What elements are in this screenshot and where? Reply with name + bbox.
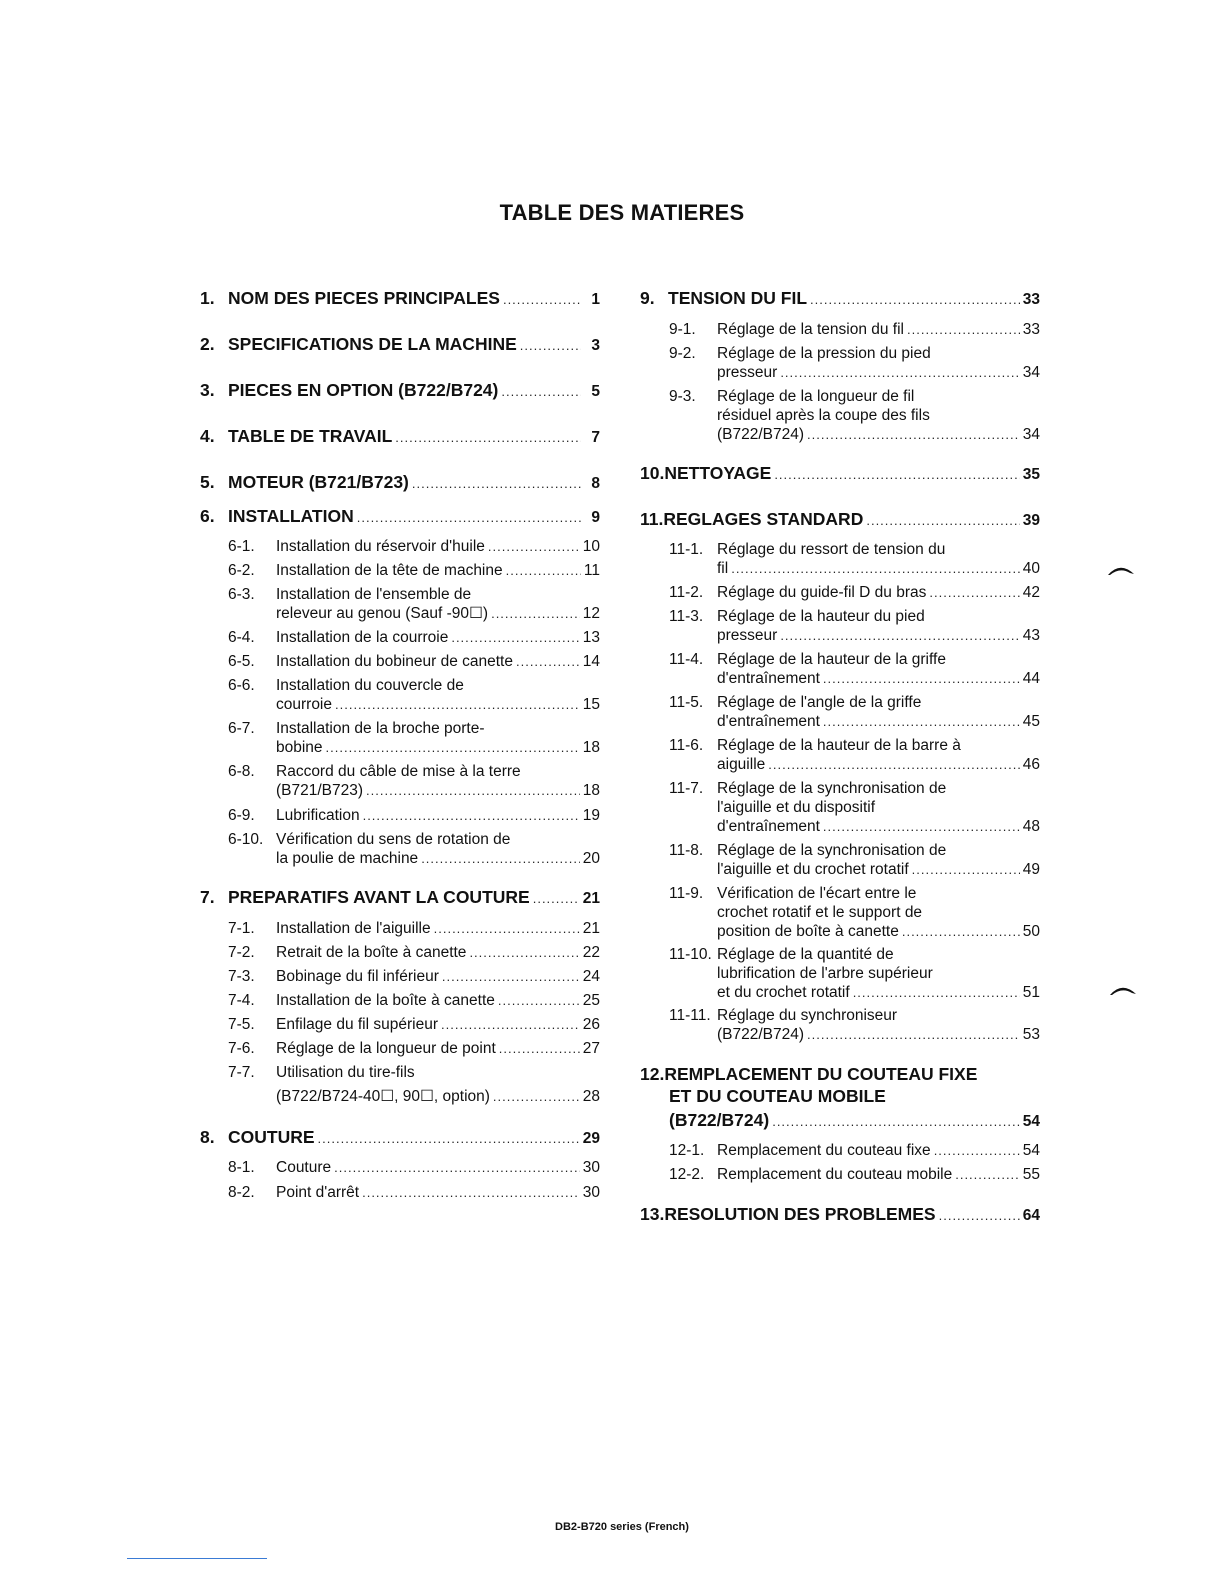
toc-entry-6-6[interactable] — [200, 676, 600, 714]
section-number: 7. — [200, 887, 215, 907]
page-number: 64 — [1022, 1207, 1040, 1224]
toc-entry-7-3[interactable] — [200, 967, 600, 986]
entry-number: 12-2. — [669, 1166, 705, 1183]
leader-dots — [939, 1205, 1020, 1227]
toc-entry-11-9[interactable] — [640, 884, 1040, 941]
entry-title-line: Installation du couvercle de — [276, 677, 464, 694]
page-number: 13 — [582, 629, 600, 646]
page-number: 33 — [1022, 321, 1040, 338]
section-number: 2. — [200, 334, 215, 354]
entry-number: 6-5. — [228, 653, 255, 670]
leader-dots — [469, 943, 579, 962]
page-number: 30 — [582, 1159, 600, 1176]
entry-number: 9-3. — [669, 388, 696, 405]
entry-title: Lubrification — [276, 807, 360, 824]
leader-dots — [810, 289, 1020, 311]
entry-title-line: Installation de l'ensemble de — [276, 586, 472, 603]
footer-rule — [127, 1558, 267, 1559]
page-number: 22 — [582, 944, 600, 961]
entry-title: presseur — [717, 627, 778, 644]
section-title: RESOLUTION DES PROBLEMES — [664, 1204, 936, 1224]
leader-dots — [506, 561, 581, 580]
leader-dots — [780, 363, 1019, 382]
document-footer: DB2-B720 series (French) — [555, 1521, 689, 1533]
entry-number: 6-10. — [228, 831, 264, 848]
entry-title-line: l'aiguille et du dispositif — [717, 799, 876, 816]
leader-dots — [488, 537, 580, 556]
toc-entry-7-4[interactable] — [200, 991, 600, 1010]
section-number: 11. — [640, 509, 664, 529]
leader-dots — [929, 583, 1019, 602]
toc-entry-11-2[interactable] — [640, 583, 1040, 602]
leader-dots — [451, 628, 579, 647]
page-number: 35 — [1022, 466, 1040, 483]
entry-title-line: Réglage de la pression du pied — [717, 345, 931, 362]
entry-title-line: Utilisation du tire-fils — [276, 1064, 415, 1081]
leader-dots — [442, 967, 580, 986]
entry-title: Installation du réservoir d'huile — [276, 538, 485, 555]
leader-dots — [731, 559, 1020, 578]
toc-entry-6-2[interactable] — [200, 561, 600, 580]
entry-title: presseur — [717, 364, 778, 381]
toc-section-5[interactable] — [200, 471, 600, 493]
section-title-line: REMPLACEMENT DU COUTEAU FIXE — [664, 1064, 978, 1084]
toc-section-7[interactable] — [200, 886, 600, 908]
entry-title: (B722/B724) — [717, 426, 805, 443]
entry-title: Installation de la courroie — [276, 629, 449, 646]
leader-dots — [357, 507, 581, 529]
entry-number: 8-2. — [228, 1184, 255, 1201]
entry-number: 7-4. — [228, 992, 255, 1009]
entry-title: (B721/B723) — [276, 782, 364, 799]
leader-dots — [498, 991, 580, 1010]
entry-number: 11-11. — [669, 1007, 711, 1024]
entry-number: 12-1. — [669, 1142, 705, 1159]
entry-title-line: Réglage de la longueur de fil — [717, 388, 915, 405]
toc-entry-11-7[interactable] — [640, 779, 1040, 836]
page-number: 51 — [1022, 984, 1040, 1001]
page-number: 34 — [1022, 364, 1040, 381]
entry-number: 9-1. — [669, 321, 696, 338]
page-number: 24 — [582, 968, 600, 985]
entry-number: 11-9. — [669, 885, 704, 902]
leader-dots — [421, 849, 580, 868]
entry-title: Installation de la boîte à canette — [276, 992, 495, 1009]
entry-number: 7-3. — [228, 968, 255, 985]
entry-number: 6-3. — [228, 586, 255, 603]
leader-dots — [823, 712, 1020, 731]
entry-title: (B722/B724) — [717, 1026, 805, 1043]
toc-entry-11-1[interactable] — [640, 540, 1040, 578]
entry-title: Installation de la tête de machine — [276, 562, 503, 579]
page-number: 53 — [1022, 1026, 1040, 1043]
entry-number: 11-1. — [669, 541, 704, 558]
page-number: 5 — [591, 383, 600, 400]
section-title: INSTALLATION — [228, 506, 354, 526]
entry-title-line: Réglage du ressort de tension du — [717, 541, 946, 558]
revision-mark-icon — [1106, 563, 1136, 577]
section-title: PREPARATIFS AVANT LA COUTURE — [228, 887, 530, 907]
toc-entry-12-2[interactable] — [640, 1165, 1040, 1184]
section-title: (B722/B724) — [669, 1110, 770, 1130]
page-number: 15 — [582, 696, 600, 713]
leader-dots — [955, 1165, 1020, 1184]
leader-dots — [912, 860, 1020, 879]
section-number: 9. — [640, 288, 655, 308]
page-number: 21 — [582, 890, 600, 907]
entry-title-line: Installation de la broche porte- — [276, 720, 485, 737]
toc-entry-11-10[interactable] — [640, 945, 1040, 1002]
entry-number: 11-5. — [669, 694, 704, 711]
entry-title: releveur au genou (Sauf -90☐) — [276, 605, 489, 622]
leader-dots — [503, 289, 581, 311]
page-number: 48 — [1022, 818, 1040, 835]
section-title: TABLE DE TRAVAIL — [228, 426, 393, 446]
section-number: 12. — [640, 1064, 665, 1084]
toc-section-9[interactable] — [640, 287, 1040, 309]
leader-dots — [441, 1015, 580, 1034]
leader-dots — [774, 464, 1019, 486]
entry-title: et du crochet rotatif — [717, 984, 850, 1001]
page-number: 28 — [582, 1088, 600, 1105]
page-number: 1 — [591, 291, 600, 308]
toc-entry-6-4[interactable] — [200, 628, 600, 647]
section-number: 1. — [200, 288, 215, 308]
leader-dots — [902, 922, 1020, 941]
entry-title: Remplacement du couteau mobile — [717, 1166, 953, 1183]
page-number: 9 — [591, 509, 600, 526]
toc-section-12[interactable] — [640, 1063, 1040, 1131]
entry-title: position de boîte à canette — [717, 923, 899, 940]
page-number: 27 — [582, 1040, 600, 1057]
toc-entry-6-10[interactable] — [200, 830, 600, 868]
leader-dots — [780, 626, 1019, 645]
section-title: PIECES EN OPTION (B722/B724) — [228, 380, 499, 400]
entry-title-line: Vérification de l'écart entre le — [717, 885, 917, 902]
toc-entry-9-1[interactable] — [640, 320, 1040, 339]
leader-dots — [807, 1025, 1020, 1044]
section-title-line: ET DU COUTEAU MOBILE — [669, 1086, 886, 1106]
entry-title-line: Raccord du câble de mise à la terre — [276, 763, 521, 780]
leader-dots — [768, 755, 1019, 774]
toc-entry-7-5[interactable] — [200, 1015, 600, 1034]
page-number: 29 — [582, 1130, 600, 1147]
leader-dots — [823, 817, 1020, 836]
entry-title-line: Réglage de la hauteur du pied — [717, 608, 925, 625]
entry-title-line: crochet rotatif et le support de — [717, 904, 923, 921]
entry-number: 7-7. — [228, 1064, 255, 1081]
toc-section-13[interactable] — [640, 1203, 1040, 1225]
entry-title-line: lubrification de l'arbre supérieur — [717, 965, 933, 982]
toc-entry-6-7[interactable] — [200, 719, 600, 757]
leader-dots — [395, 427, 581, 449]
entry-title-line: Réglage de la synchronisation de — [717, 780, 947, 797]
entry-title: Réglage de la longueur de point — [276, 1040, 496, 1057]
toc-entry-6-3[interactable] — [200, 585, 600, 623]
toc-entry-11-6[interactable] — [640, 736, 1040, 774]
entry-number: 6-8. — [228, 763, 255, 780]
entry-title-line: Réglage de l'angle de la griffe — [717, 694, 922, 711]
page-number: 25 — [582, 992, 600, 1009]
toc-entry-11-3[interactable] — [640, 607, 1040, 645]
entry-number: 6-2. — [228, 562, 255, 579]
page-number: 39 — [1022, 512, 1040, 529]
page-number: 8 — [591, 475, 600, 492]
page-number: 44 — [1022, 670, 1040, 687]
leader-dots — [499, 1039, 580, 1058]
toc-entry-6-8[interactable] — [200, 762, 600, 800]
leader-dots — [362, 1183, 580, 1202]
entry-title: l'aiguille et du crochet rotatif — [717, 861, 909, 878]
entry-number: 6-4. — [228, 629, 255, 646]
leader-dots — [520, 335, 581, 357]
leader-dots — [934, 1141, 1020, 1160]
page-number: 26 — [582, 1016, 600, 1033]
section-number: 4. — [200, 426, 215, 446]
entry-number: 8-1. — [228, 1159, 255, 1176]
leader-dots — [335, 695, 580, 714]
page-number: 11 — [583, 562, 600, 579]
section-title: SPECIFICATIONS DE LA MACHINE — [228, 334, 517, 354]
entry-number: 11-6. — [669, 737, 704, 754]
leader-dots — [533, 888, 580, 910]
entry-title-line: résiduel après la coupe des fils — [717, 407, 930, 424]
toc-entry-8-2[interactable] — [200, 1183, 600, 1202]
entry-number: 6-7. — [228, 720, 255, 737]
page-number: 33 — [1022, 291, 1040, 308]
page-number: 40 — [1022, 560, 1040, 577]
entry-number: 6-6. — [228, 677, 255, 694]
entry-title: bobine — [276, 739, 323, 756]
toc-section-11[interactable] — [640, 508, 1040, 530]
leader-dots — [334, 1158, 580, 1177]
section-number: 3. — [200, 380, 215, 400]
leader-dots — [363, 806, 580, 825]
section-title: TENSION DU FIL — [668, 288, 808, 308]
entry-number: 11-4. — [669, 651, 704, 668]
section-number: 13. — [640, 1204, 665, 1224]
toc-section-8[interactable] — [200, 1126, 600, 1148]
leader-dots — [807, 425, 1020, 444]
page-number: 12 — [582, 605, 600, 622]
page-number: 50 — [1022, 923, 1040, 940]
entry-title: Installation de l'aiguille — [276, 920, 431, 937]
toc-entry-9-3[interactable] — [640, 387, 1040, 444]
entry-title-line: Réglage de la hauteur de la barre à — [717, 737, 961, 754]
entry-title: d'entraînement — [717, 670, 820, 687]
toc-entry-11-5[interactable] — [640, 693, 1040, 731]
toc-entry-7-7[interactable] — [200, 1063, 600, 1106]
entry-number: 11-10. — [669, 946, 712, 963]
toc-entry-7-1[interactable] — [200, 919, 600, 938]
leader-dots — [366, 781, 580, 800]
entry-number: 7-2. — [228, 944, 255, 961]
toc-section-2[interactable] — [200, 333, 600, 355]
entry-title-line: Réglage du synchroniseur — [717, 1007, 898, 1024]
entry-title-line: Réglage de la quantité de — [717, 946, 894, 963]
toc-entry-11-8[interactable] — [640, 841, 1040, 879]
entry-title: Point d'arrêt — [276, 1184, 360, 1201]
toc-entry-6-5[interactable] — [200, 652, 600, 671]
leader-dots — [412, 473, 581, 495]
toc-entry-8-1[interactable] — [200, 1158, 600, 1177]
page-number: 14 — [582, 653, 600, 670]
section-title: NOM DES PIECES PRINCIPALES — [228, 288, 500, 308]
page-number: 10 — [582, 538, 600, 555]
toc-entry-6-9[interactable] — [200, 806, 600, 825]
entry-title: aiguille — [717, 756, 766, 773]
section-title: MOTEUR (B721/B723) — [228, 472, 409, 492]
entry-title: Installation du bobineur de canette — [276, 653, 513, 670]
entry-number: 7-6. — [228, 1040, 255, 1057]
entry-title: Bobinage du fil inférieur — [276, 968, 439, 985]
page-number: 45 — [1022, 713, 1040, 730]
page-number: 42 — [1022, 584, 1040, 601]
section-title: COUTURE — [228, 1127, 315, 1147]
toc-entry-9-2[interactable] — [640, 344, 1040, 382]
leader-dots — [493, 1087, 580, 1106]
toc-section-3[interactable] — [200, 379, 600, 401]
entry-title: Enfilage du fil supérieur — [276, 1016, 438, 1033]
entry-number: 11-3. — [669, 608, 704, 625]
leader-dots — [516, 652, 580, 671]
page-number: 18 — [582, 739, 600, 756]
page-number: 3 — [591, 337, 600, 354]
toc-entry-6-1[interactable] — [200, 537, 600, 556]
entry-title: Retrait de la boîte à canette — [276, 944, 467, 961]
entry-title: Réglage de la tension du fil — [717, 321, 904, 338]
toc-entry-11-4[interactable] — [640, 650, 1040, 688]
page-number: 7 — [591, 429, 600, 446]
section-number: 6. — [200, 506, 215, 526]
leader-dots — [853, 983, 1020, 1002]
entry-title: d'entraînement — [717, 818, 820, 835]
toc-section-1[interactable] — [200, 287, 600, 309]
entry-title: Réglage du guide-fil D du bras — [717, 584, 927, 601]
toc-entry-12-1[interactable] — [640, 1141, 1040, 1160]
toc-entry-7-2[interactable] — [200, 943, 600, 962]
toc-section-10[interactable] — [640, 462, 1040, 484]
entry-title-line: Vérification du sens de rotation de — [276, 831, 511, 848]
page-number: 54 — [1022, 1142, 1040, 1159]
leader-dots — [772, 1111, 1020, 1133]
page-number: 19 — [582, 807, 600, 824]
entry-number: 11-2. — [669, 584, 704, 601]
page-number: 46 — [1022, 756, 1040, 773]
entry-title: Couture — [276, 1159, 332, 1176]
leader-dots — [907, 320, 1020, 339]
entry-title: fil — [717, 560, 729, 577]
entry-number: 11-8. — [669, 842, 704, 859]
entry-title: Remplacement du couteau fixe — [717, 1142, 931, 1159]
entry-title: la poulie de machine — [276, 850, 419, 867]
section-number: 10. — [640, 463, 665, 483]
section-number: 5. — [200, 472, 215, 492]
entry-title-line: Réglage de la hauteur de la griffe — [717, 651, 946, 668]
leader-dots — [326, 738, 580, 757]
leader-dots — [823, 669, 1020, 688]
leader-dots — [866, 510, 1019, 532]
entry-number: 11-7. — [669, 780, 704, 797]
section-number: 8. — [200, 1127, 215, 1147]
page-number: 34 — [1022, 426, 1040, 443]
toc-entry-11-11[interactable] — [640, 1006, 1040, 1044]
entry-number: 7-1. — [228, 920, 255, 937]
page-number: 20 — [582, 850, 600, 867]
toc-entry-7-6[interactable] — [200, 1039, 600, 1058]
toc-section-6[interactable] — [200, 505, 600, 527]
leader-dots — [501, 381, 581, 403]
entry-title: d'entraînement — [717, 713, 820, 730]
page-number: 21 — [582, 920, 600, 937]
entry-title: (B722/B724-40☐, 90☐, option) — [276, 1088, 490, 1105]
entry-number: 6-9. — [228, 807, 255, 824]
section-title: REGLAGES STANDARD — [663, 509, 864, 529]
page-number: 30 — [582, 1184, 600, 1201]
revision-mark-icon — [1108, 983, 1138, 997]
entry-title-line: Réglage de la synchronisation de — [717, 842, 947, 859]
toc-section-4[interactable] — [200, 425, 600, 447]
entry-title: courroie — [276, 696, 332, 713]
page-number: 54 — [1022, 1113, 1040, 1130]
leader-dots — [491, 604, 580, 623]
page-number: 43 — [1022, 627, 1040, 644]
entry-number: 7-5. — [228, 1016, 255, 1033]
section-title: NETTOYAGE — [664, 463, 772, 483]
entry-number: 9-2. — [669, 345, 696, 362]
page-number: 55 — [1022, 1166, 1040, 1183]
entry-number: 6-1. — [228, 538, 255, 555]
page-number: 18 — [582, 782, 600, 799]
leader-dots — [434, 919, 580, 938]
leader-dots — [318, 1128, 580, 1150]
page-title: TABLE DES MATIERES — [499, 200, 745, 225]
page-number: 49 — [1022, 861, 1040, 878]
